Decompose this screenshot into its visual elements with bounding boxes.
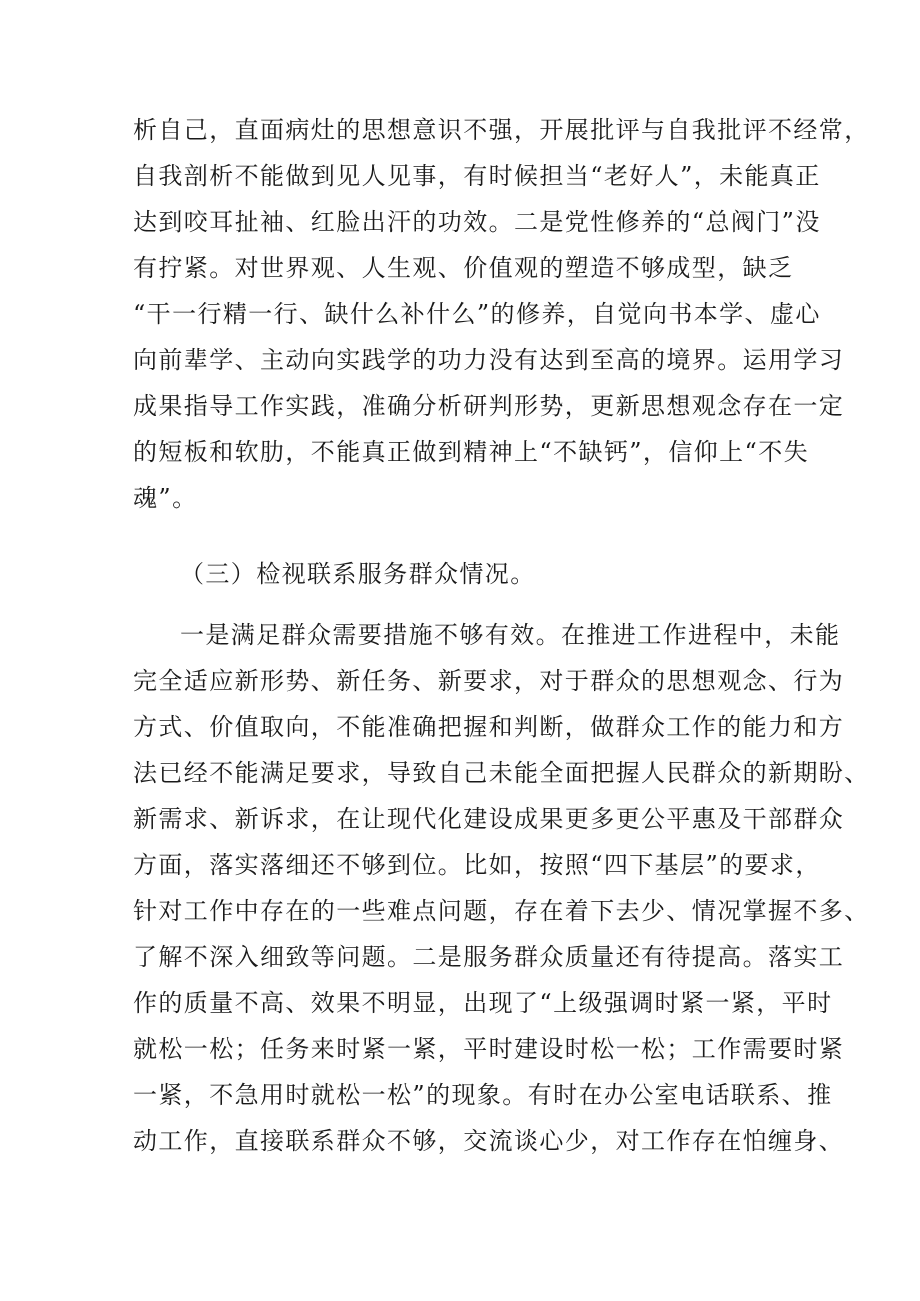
text-line: 作的质量不高、效果不明显，出现了“上级强调时紧一紧，平时 <box>133 989 833 1017</box>
text-line: 针对工作中存在的一些难点问题，存在着下去少、情况掌握不多、 <box>133 897 870 925</box>
text-line: 完全适应新形势、新任务、新要求，对于群众的思想观念、行为 <box>133 667 845 695</box>
text-line: 魂”。 <box>133 484 198 512</box>
text-line: 析自己，直面病灶的思想意识不强，开展批评与自我批评不经常， <box>133 116 870 144</box>
text-line: 有拧紧。对世界观、人生观、价值观的塑造不够成型，缺乏 <box>133 254 794 282</box>
text-line: 自我剖析不能做到见人见事，有时候担当“老好人”，未能真正 <box>133 162 821 190</box>
text-line: 达到咬耳扯袖、红脸出汗的功效。二是党性修养的“总阀门”没 <box>133 208 821 236</box>
text-line: 方面，落实落细还不够到位。比如，按照“四下基层”的要求， <box>133 851 821 879</box>
text-line: 方式、价值取向，不能准确把握和判断，做群众工作的能力和方 <box>133 713 845 741</box>
text-line: 向前辈学、主动向实践学的功力没有达到至高的境界。运用学习 <box>133 346 845 374</box>
text-line: 一是满足群众需要措施不够有效。在推进工作进程中，未能 <box>180 621 841 649</box>
section-heading: （三）检视联系服务群众情况。 <box>180 560 536 588</box>
text-line: 法已经不能满足要求，导致自己未能全面把握人民群众的新期盼、 <box>133 759 870 787</box>
text-line: 成果指导工作实践，准确分析研判形势，更新思想观念存在一定 <box>133 392 845 420</box>
text-line: “干一行精一行、缺什么补什么”的修养，自觉向书本学、虚心 <box>133 300 821 328</box>
text-line: 就松一松；任务来时紧一紧，平时建设时松一松；工作需要时紧 <box>133 1035 845 1063</box>
text-line: 了解不深入细致等问题。二是服务群众质量还有待提高。落实工 <box>133 943 845 971</box>
text-line: 新需求、新诉求，在让现代化建设成果更多更公平惠及干部群众 <box>133 805 845 833</box>
text-line: 动工作，直接联系群众不够，交流谈心少，对工作存在怕缠身、 <box>133 1127 845 1155</box>
text-line: 的短板和软肋，不能真正做到精神上“不缺钙”，信仰上“不失 <box>133 438 810 466</box>
text-line: 一紧，不急用时就松一松”的现象。有时在办公室电话联系、推 <box>133 1081 833 1109</box>
